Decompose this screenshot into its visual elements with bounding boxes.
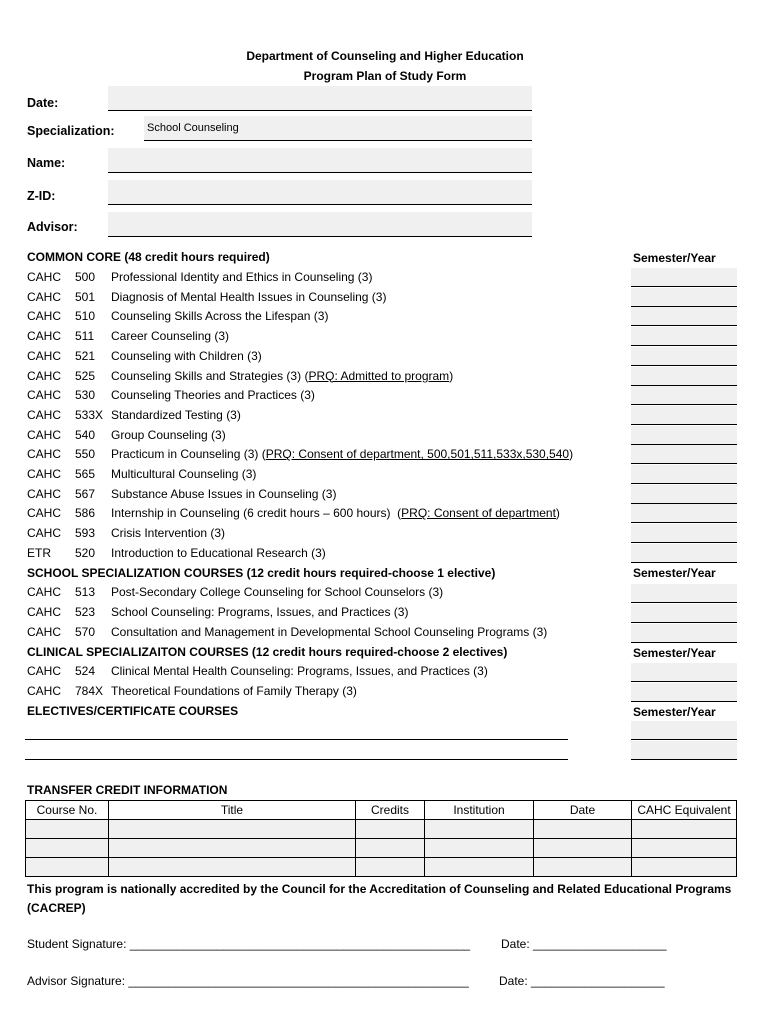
semester-year-field[interactable] [631, 485, 737, 504]
course-number: 586 [75, 506, 96, 521]
table-row [26, 858, 737, 877]
course-prq-close: ) [569, 447, 574, 462]
course-number: 525 [75, 368, 96, 383]
course-dept: CAHC [27, 348, 62, 363]
elective-blank-line[interactable] [25, 739, 568, 740]
course-row [27, 544, 326, 563]
table-cell[interactable] [534, 858, 632, 877]
course-dept: CAHC [27, 506, 62, 521]
course-row [27, 465, 256, 484]
course-title: Standardized Testing (3) [111, 407, 241, 422]
course-dept: ETR [27, 545, 51, 560]
course-number: 570 [75, 625, 96, 639]
semester-year-field[interactable] [631, 544, 737, 563]
semester-year-field[interactable] [631, 347, 737, 366]
semester-year-field[interactable] [631, 624, 737, 643]
course-title: Counseling Skills and Strategies (3) [111, 368, 302, 383]
course-row [27, 268, 372, 287]
course-number: 567 [75, 486, 96, 501]
course-dept: CAHC [27, 664, 62, 678]
date-field[interactable] [108, 86, 532, 111]
course-row [27, 682, 357, 701]
course-title: Clinical Mental Health Counseling: Programs, Issues, and Practices (3) [111, 664, 488, 678]
table-cell[interactable] [356, 839, 425, 858]
course-title: Multicultural Counseling (3) [111, 467, 257, 481]
course-prq-close: ) [555, 506, 560, 521]
semester-year-field[interactable] [631, 663, 737, 682]
course-dept: CAHC [27, 625, 62, 639]
semester-year-field[interactable] [631, 445, 737, 464]
course-dept: CAHC [27, 447, 62, 462]
semester-year-field[interactable] [631, 721, 737, 740]
course-number: 540 [75, 427, 96, 442]
course-number: 513 [75, 585, 96, 599]
advisor-signature-line[interactable]: Advisor Signature: ___________________________________________________ [27, 974, 469, 988]
course-row [27, 504, 560, 523]
course-dept: CAHC [27, 388, 62, 403]
course-title: Counseling Skills Across the Lifespan (3) [111, 309, 329, 324]
course-title: Internship in Counseling (6 credit hours – 600 hours) [111, 506, 391, 521]
advisor-signature-date[interactable]: Date: ____________________ [499, 974, 665, 988]
course-number: 521 [75, 348, 96, 363]
course-title: School Counseling: Programs, Issues, and Practices (3) [111, 605, 409, 619]
course-title: Professional Identity and Ethics in Counseling (3) [111, 270, 373, 284]
course-number: 501 [75, 289, 96, 304]
semester-year-header: Semester/Year [633, 705, 716, 719]
table-cell[interactable] [26, 839, 109, 858]
course-row [27, 288, 386, 307]
table-row [26, 820, 737, 839]
name-label: Name: [27, 156, 66, 170]
course-dept: CAHC [27, 526, 62, 541]
accreditation-note: This program is nationally accredited by the Council for the Accreditation of Counseling and Related Educational Programs (CACREP) [27, 882, 732, 915]
col-institution: Institution [425, 801, 534, 820]
semester-year-field[interactable] [631, 604, 737, 623]
table-cell[interactable] [109, 858, 356, 877]
table-row [26, 839, 737, 858]
course-row [27, 485, 336, 504]
specialization-field[interactable] [144, 116, 532, 141]
advisor-label: Advisor: [27, 220, 78, 234]
transfer-heading: TRANSFER CREDIT INFORMATION [27, 783, 228, 797]
course-prq-open: ( [390, 506, 402, 521]
table-header-row [26, 801, 737, 820]
course-number: 550 [75, 447, 96, 462]
course-row [27, 623, 547, 642]
course-dept: CAHC [27, 309, 62, 324]
course-title: Counseling Theories and Practices (3) [111, 388, 315, 403]
course-row [27, 367, 453, 386]
semester-year-field[interactable] [631, 504, 737, 523]
course-title: Group Counseling (3) [111, 427, 226, 442]
name-field[interactable] [108, 148, 532, 173]
course-prerequisite: PRQ: Consent of department [401, 506, 556, 521]
course-dept: CAHC [27, 427, 62, 442]
course-number: 593 [75, 526, 96, 541]
course-row [27, 426, 226, 445]
semester-year-field[interactable] [631, 288, 737, 307]
col-date: Date [534, 801, 632, 820]
course-number: 523 [75, 605, 96, 619]
course-number: 520 [75, 545, 96, 560]
table-cell[interactable] [534, 839, 632, 858]
course-row [27, 445, 573, 464]
semester-year-field[interactable] [631, 327, 737, 346]
student-signature-date[interactable]: Date: ____________________ [501, 937, 667, 951]
course-dept: CAHC [27, 329, 62, 344]
course-row [27, 662, 488, 681]
col-credits: Credits [356, 801, 425, 820]
course-title: Crisis Intervention (3) [111, 526, 226, 541]
course-row [27, 347, 262, 366]
table-cell[interactable] [425, 858, 534, 877]
form-title-plan: Program Plan of Study Form [303, 69, 467, 83]
semester-year-field[interactable] [631, 584, 737, 603]
course-number: 784X [75, 684, 104, 698]
course-title: Counseling with Children (3) [111, 348, 262, 363]
course-title: Post-Secondary College Counseling for School Counselors (3) [111, 585, 444, 599]
table-cell[interactable] [109, 820, 356, 839]
table-cell[interactable] [356, 820, 425, 839]
course-prq-close: ) [449, 368, 454, 383]
course-number: 524 [75, 664, 96, 678]
advisor-field[interactable] [108, 212, 532, 237]
semester-year-field[interactable] [631, 524, 737, 543]
table-cell[interactable] [356, 858, 425, 877]
course-dept: CAHC [27, 289, 62, 304]
semester-year-field[interactable] [631, 683, 737, 702]
course-number: 533X [75, 407, 104, 422]
course-row [27, 327, 229, 346]
table-cell[interactable] [109, 839, 356, 858]
table-cell[interactable] [632, 820, 737, 839]
table-cell[interactable] [26, 820, 109, 839]
table-cell[interactable] [425, 839, 534, 858]
course-prerequisite: PRQ: Admitted to program [308, 368, 450, 383]
course-dept: CAHC [27, 467, 62, 481]
student-signature-line[interactable]: Student Signature: ___________________________________________________ [27, 937, 471, 951]
clinical-spec-heading: CLINICAL SPECIALIZAITON COURSES (12 credit hours required-choose 2 electives) [27, 645, 508, 659]
course-number: 511 [75, 329, 95, 344]
course-dept: CAHC [27, 486, 62, 501]
course-row [27, 307, 328, 326]
semester-year-header: Semester/Year [633, 251, 716, 265]
form-title-department: Department of Counseling and Higher Education [246, 49, 524, 63]
table-cell[interactable] [632, 858, 737, 877]
date-label: Date: [27, 96, 59, 110]
course-title: Career Counseling (3) [111, 329, 230, 344]
table-cell[interactable] [26, 858, 109, 877]
transfer-credit-table [25, 800, 737, 877]
course-title: Consultation and Management in Developmental School Counseling Programs (3) [111, 625, 548, 639]
table-cell[interactable] [632, 839, 737, 858]
semester-year-field[interactable] [631, 741, 737, 760]
course-dept: CAHC [27, 684, 62, 698]
course-number: 530 [75, 388, 96, 403]
col-course-no: Course No. [26, 801, 109, 820]
course-row [27, 386, 315, 405]
common-core-heading: COMMON CORE (48 credit hours required) [27, 250, 270, 264]
semester-year-field[interactable] [631, 386, 737, 405]
course-number: 510 [75, 309, 96, 324]
course-title: Practicum in Counseling (3) [111, 447, 259, 462]
course-row [27, 583, 443, 602]
semester-year-header: Semester/Year [633, 646, 716, 660]
course-dept: CAHC [27, 605, 62, 619]
course-row [27, 406, 241, 425]
course-prq-open: ( [301, 368, 309, 383]
zid-field[interactable] [108, 180, 532, 205]
course-dept: CAHC [27, 407, 62, 422]
school-spec-heading: SCHOOL SPECIALIZATION COURSES (12 credit hours required-choose 1 elective) [27, 566, 496, 580]
zid-label: Z-ID: [27, 189, 56, 203]
course-row [27, 524, 225, 543]
semester-year-field[interactable] [631, 367, 737, 386]
semester-year-field[interactable] [631, 268, 737, 287]
col-cahc-equivalent: CAHC Equivalent [632, 801, 737, 820]
course-number: 500 [75, 270, 96, 284]
electives-heading: ELECTIVES/CERTIFICATE COURSES [27, 704, 239, 718]
semester-year-field[interactable] [631, 465, 737, 484]
course-dept: CAHC [27, 270, 62, 284]
specialization-label: Specialization: [27, 124, 115, 138]
col-title: Title [109, 801, 356, 820]
course-title: Diagnosis of Mental Health Issues in Counseling (3) [111, 289, 387, 304]
table-cell[interactable] [425, 820, 534, 839]
course-prq-open: ( [258, 447, 266, 462]
semester-year-header: Semester/Year [633, 566, 716, 580]
specialization-value: School Counseling [147, 122, 239, 134]
table-cell[interactable] [534, 820, 632, 839]
semester-year-field[interactable] [631, 307, 737, 326]
semester-year-field[interactable] [631, 406, 737, 425]
course-row [27, 603, 408, 622]
course-title: Substance Abuse Issues in Counseling (3) [111, 486, 337, 501]
course-title: Theoretical Foundations of Family Therapy (3) [111, 684, 357, 698]
course-number: 565 [75, 467, 96, 481]
course-prerequisite: PRQ: Consent of department, 500,501,511,533x,530,540 [265, 447, 570, 462]
course-dept: CAHC [27, 585, 62, 599]
elective-blank-line[interactable] [25, 759, 568, 760]
course-dept: CAHC [27, 368, 62, 383]
semester-year-field[interactable] [631, 426, 737, 445]
course-title: Introduction to Educational Research (3) [111, 545, 326, 560]
